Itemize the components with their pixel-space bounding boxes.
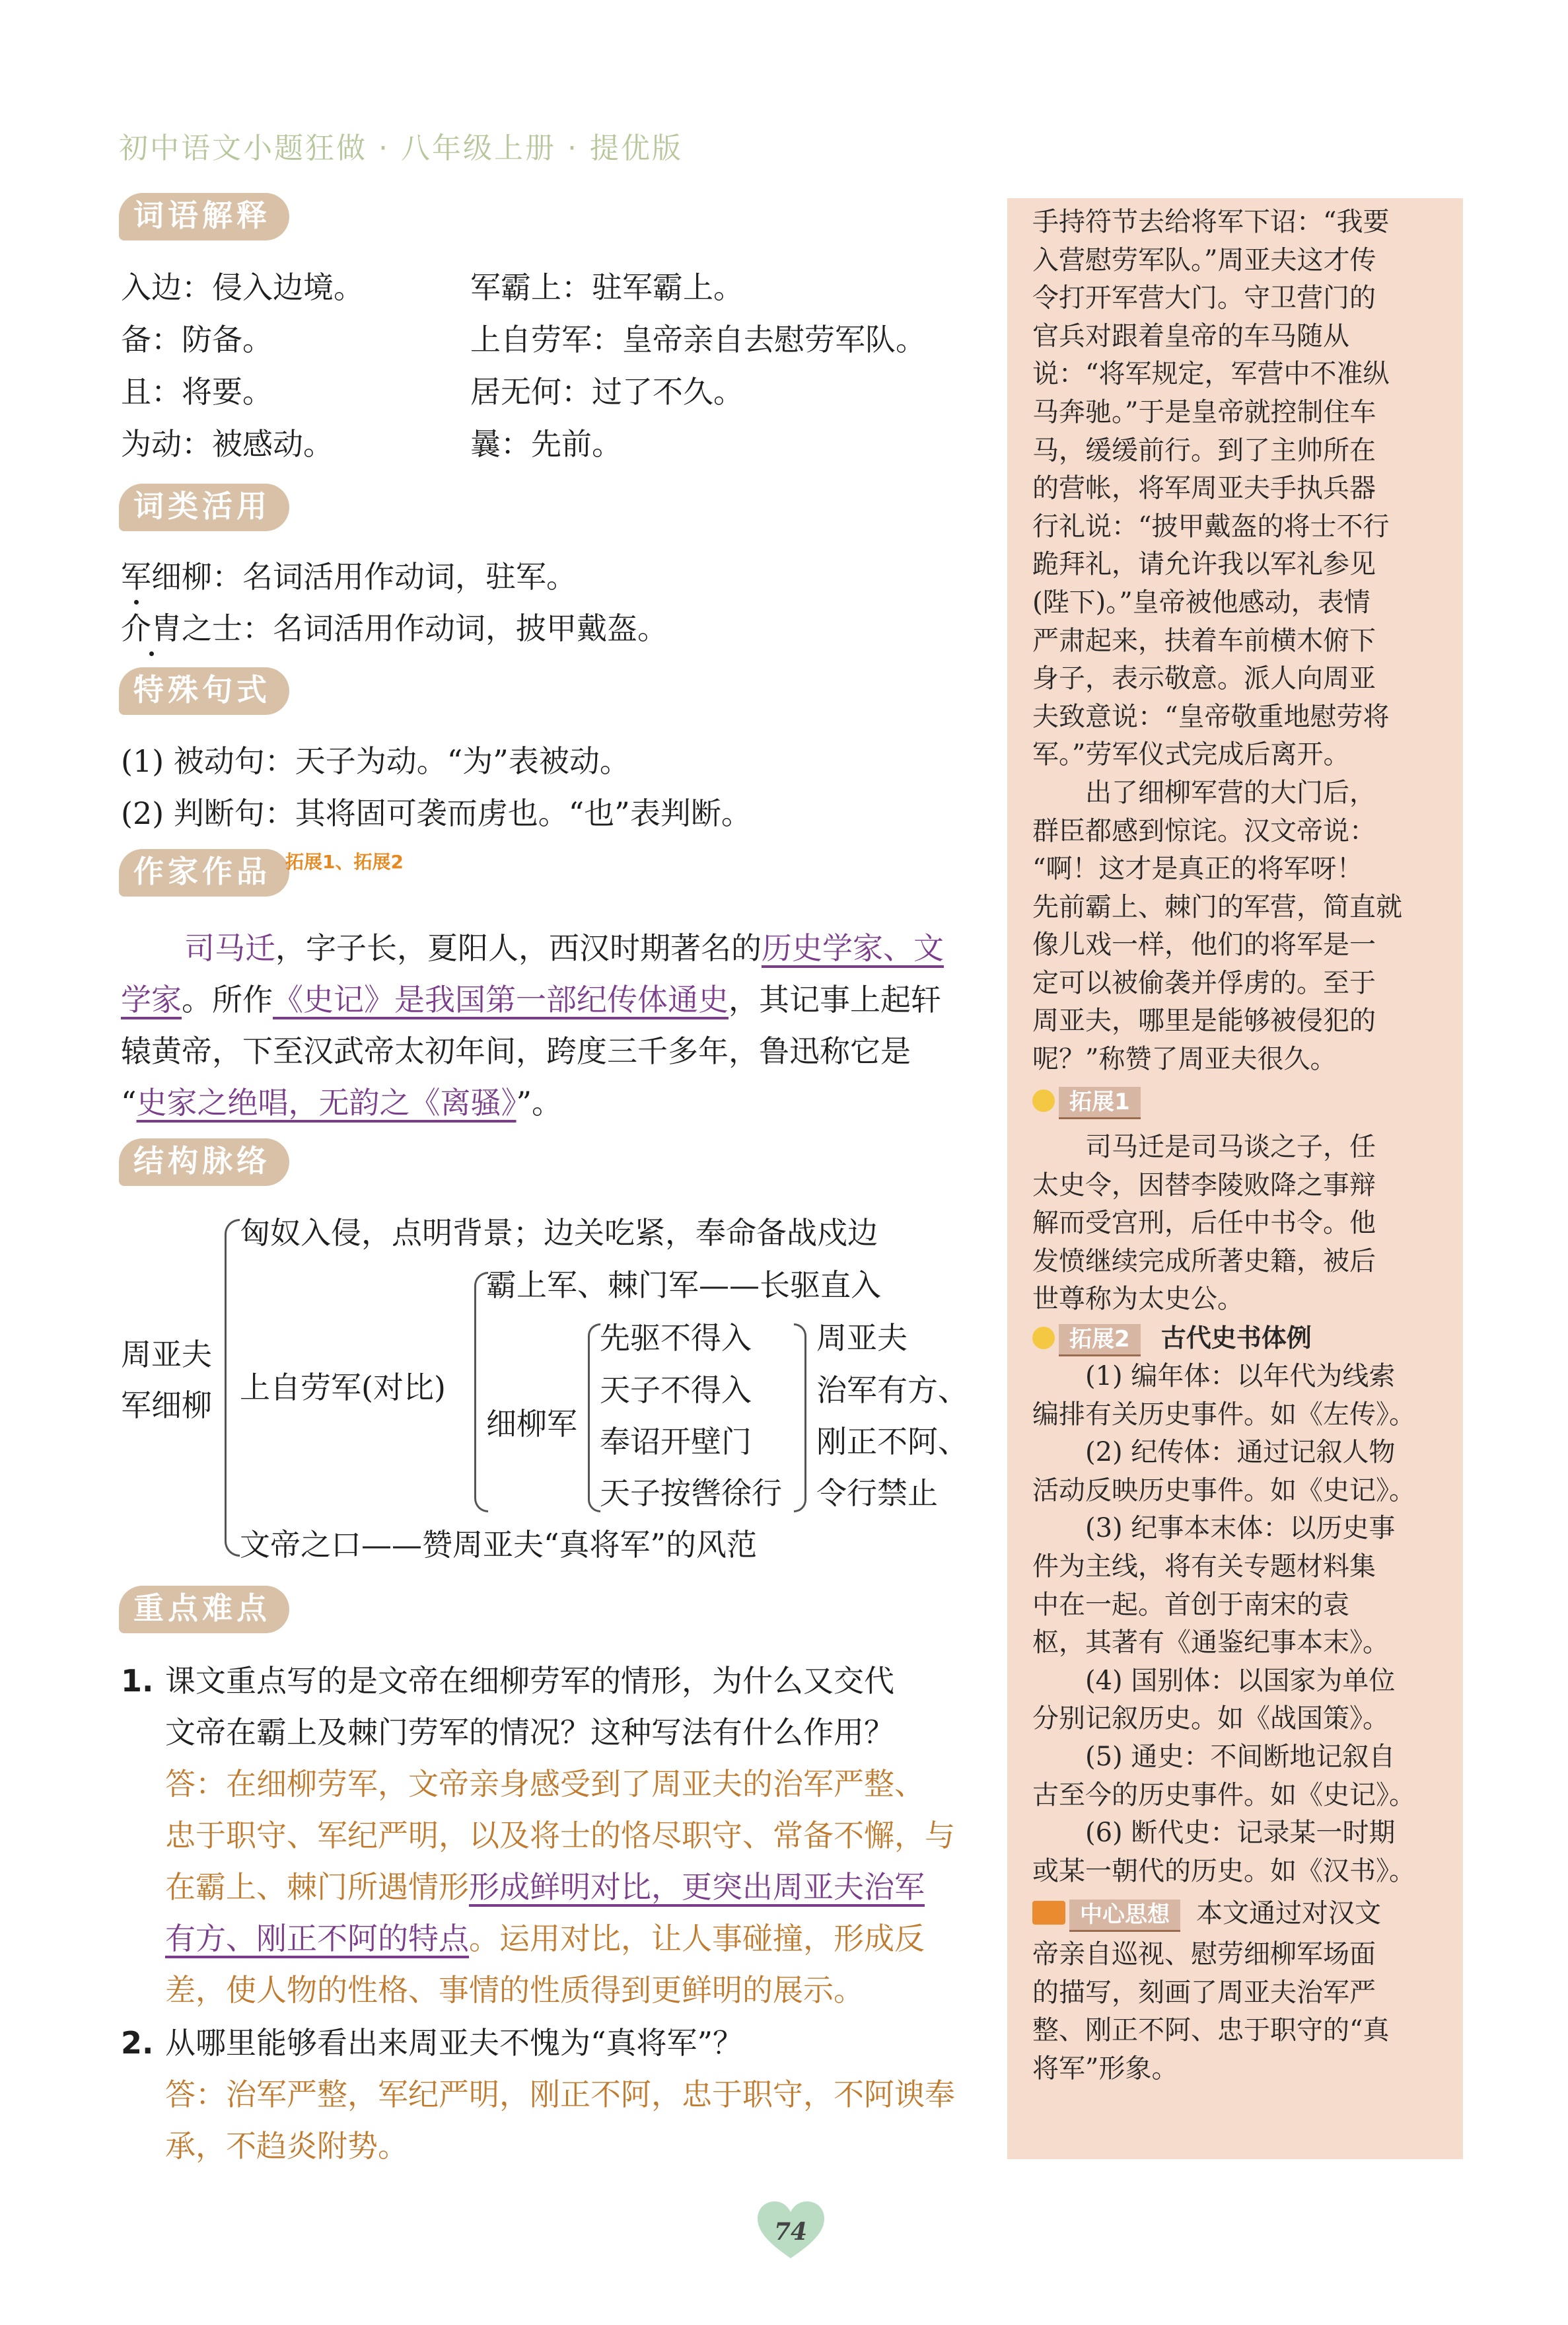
structure-leaf: 天子按辔徐行 (600, 1475, 782, 1511)
lightbulb-icon (1032, 1327, 1055, 1349)
panel-line: 手持符节去给将军下诏：“我要 (1032, 207, 1390, 237)
panel-line: 活动反映历史事件。如《史记》。 (1032, 1475, 1415, 1506)
vocab-item: 上自劳军：皇帝亲自去慰劳军队。 (470, 322, 926, 357)
extension-2-body (1032, 1358, 1415, 1890)
panel-line: 解而受宫刑，后任中书令。他 (1032, 1208, 1376, 1239)
section-tag-sentence: 特殊句式 (119, 667, 289, 715)
structure-branch: 细柳军 (486, 1406, 577, 1442)
side-panel (1007, 198, 1463, 2159)
panel-line: 像儿戏一样，他们的将军是一 (1032, 930, 1376, 961)
structure-branch: 匈奴入侵，点明背景；边关吃紧，奉命备战戍边 (240, 1215, 878, 1251)
panel-line: 将军”形象。 (1032, 2053, 1178, 2084)
panel-line: 帝亲自巡视、慰劳细柳军场面 (1032, 1939, 1376, 1970)
panel-line: (6) 断代史：记录某一时期 (1032, 1818, 1396, 1849)
author-extension-ref: 拓展1、拓展2 (285, 851, 404, 873)
theme-header: 中心思想 本文通过对汉文 (1032, 1895, 1381, 1933)
structure-branch: 霸上军、棘门军——长驱直入 (486, 1267, 881, 1303)
vocab-item: 曩：先前。 (470, 426, 622, 462)
vocab-item: 军霸上：驻军霸上。 (470, 270, 744, 305)
panel-line: 分别记叙历史。如《战国策》。 (1032, 1703, 1389, 1734)
panel-line: (5) 通史：不间断地记叙自 (1032, 1741, 1396, 1772)
question-number: 1. (121, 1663, 154, 1699)
panel-line: 太史令，因替李陵败降之事辩 (1032, 1169, 1376, 1200)
lightbulb-icon (1032, 1089, 1055, 1112)
page-number: 74 (773, 2218, 808, 2246)
answer-text: 答：治军严整，军纪严明，刚正不阿，忠于职守，不阿谀奉 (165, 2077, 955, 2112)
panel-line: 世尊称为太史公。 (1032, 1284, 1244, 1315)
section-tag-wordclass: 词类活用 (119, 484, 289, 531)
answer-text: 在霸上、棘门所遇情形形成鲜明对比，更突出周亚夫治军 (165, 1869, 925, 1905)
vocab-item: 且：将要。 (121, 374, 273, 410)
structure-leaf: 先驱不得入 (600, 1320, 752, 1356)
panel-line: 行礼说：“披甲戴盔的将士不行 (1032, 511, 1390, 542)
panel-line: 马奔驰。”于是皇帝就控制住车 (1032, 396, 1376, 427)
panel-line: (3) 纪事本末体：以历史事 (1032, 1513, 1396, 1544)
panel-line: 身子，表示敬意。派人向周亚 (1032, 663, 1376, 694)
answer-text: 承，不趋炎附势。 (165, 2128, 408, 2164)
panel-line: 周亚夫，哪里是能够被侵犯的 (1032, 1006, 1376, 1037)
section-tag-author: 作家作品 (119, 849, 289, 897)
extension-1-body (1032, 1128, 1376, 1319)
theme-body (1032, 1936, 1389, 2088)
panel-line: 呢？”称赞了周亚夫很久。 (1032, 1044, 1337, 1075)
panel-line: 群臣都感到惊诧。汉文帝说： (1032, 815, 1376, 846)
wordclass-item: 军细柳：名词活用作动词，驻军。 (121, 557, 577, 597)
panel-line: 发愤继续完成所著史籍，被后 (1032, 1245, 1376, 1276)
brace-level1 (225, 1219, 240, 1557)
author-line: 司马迁，字子长，夏阳人，西汉时期著名的历史学家、文 (184, 930, 944, 966)
question-text: 从哪里能够看出来周亚夫不愧为“真将军”？ (165, 2025, 744, 2061)
structure-branch: 文帝之口——赞周亚夫“真将军”的风范 (240, 1527, 758, 1563)
author-line: 学家。所作《史记》是我国第一部纪传体通史，其记事上起轩 (121, 982, 941, 1017)
structure-summary: 令行禁止 (816, 1475, 938, 1511)
author-line: 辕黄帝，下至汉武帝太初年间，跨度三千多年，鲁迅称它是 (121, 1033, 911, 1069)
answer-text: 差，使人物的性格、事情的性质得到更鲜明的展示。 (165, 1972, 864, 2008)
brace-level2 (474, 1272, 488, 1512)
panel-line: (陛下)。”皇帝被他感动，表情 (1032, 587, 1371, 618)
page-number-badge (756, 2200, 826, 2260)
panel-line: 件为主线，将有关专题材料集 (1032, 1551, 1376, 1582)
extension-2-header: 拓展2 古代史书体例 (1032, 1317, 1312, 1356)
panel-line: “啊！这才是真正的将军呀！ (1032, 854, 1363, 885)
structure-branch: 上自劳军(对比) (240, 1370, 446, 1405)
panel-line: (1) 编年体：以年代为线索 (1032, 1361, 1396, 1391)
section-tag-keypoints: 重点难点 (119, 1586, 289, 1633)
question-text: 课文重点写的是文帝在细柳劳军的情形，为什么又交代 (165, 1663, 894, 1699)
section-tag-vocab: 词语解释 (119, 193, 289, 240)
structure-summary: 周亚夫 (816, 1320, 908, 1356)
panel-line: 定可以被偷袭并俘虏的。至于 (1032, 967, 1376, 998)
panel-line: (4) 国别体：以国家为单位 (1032, 1665, 1396, 1696)
panel-line: 出了细柳军营的大门后， (1032, 777, 1376, 808)
answer-text: 有方、刚正不阿的特点。运用对比，让人事碰撞，形成反 (165, 1921, 925, 1956)
panel-line: 夫致意说：“皇帝敬重地慰劳将 (1032, 701, 1390, 732)
panel-line: 整、刚正不阿、忠于职守的“真 (1032, 2015, 1390, 2046)
structure-summary: 刚正不阿、 (816, 1424, 968, 1459)
structure-summary: 治军有方、 (816, 1372, 968, 1408)
panel-line: 或某一朝代的历史。如《汉书》。 (1032, 1855, 1415, 1886)
book-icon (1032, 1901, 1065, 1925)
panel-line: 官兵对跟着皇帝的车马随从 (1032, 320, 1349, 351)
vocab-item: 居无何：过了不久。 (470, 374, 744, 410)
translation-block (1032, 203, 1402, 1079)
panel-line: 枢，其著有《通鉴纪事本末》。 (1032, 1627, 1389, 1658)
panel-line: 入营慰劳军队。”周亚夫这才传 (1032, 244, 1376, 276)
sentence-item: (1) 被动句：天子为动。“为”表被动。 (121, 743, 630, 779)
answer-text: 答：在细柳劳军，文帝亲身感受到了周亚夫的治军严整、 (165, 1766, 925, 1802)
panel-line: 跪拜礼，请允许我以军礼参见 (1032, 549, 1376, 580)
section-tag-structure: 结构脉络 (119, 1138, 289, 1186)
wordclass-item: 介胄之士：名词活用作动词，披甲戴盔。 (121, 609, 668, 648)
question-number: 2. (121, 2025, 154, 2061)
structure-leaf: 天子不得入 (600, 1372, 752, 1408)
answer-text: 忠于职守、军纪严明，以及将士的恪尽职守、常备不懈，与 (165, 1818, 955, 1853)
panel-line: 军。”劳军仪式完成后离开。 (1032, 739, 1350, 770)
panel-line: 的营帐，将军周亚夫手执兵器 (1032, 473, 1376, 504)
panel-line: 说：“将军规定，军营中不准纵 (1032, 359, 1390, 390)
structure-root: 军细柳 (121, 1387, 212, 1423)
panel-line: 编排有关历史事件。如《左传》。 (1032, 1399, 1415, 1430)
panel-line: 先前霸上、棘门的军营，简直就 (1032, 891, 1402, 922)
structure-leaf: 奉诏开壁门 (600, 1424, 752, 1459)
vocab-item: 备：防备。 (121, 322, 273, 357)
extension-1-header: 拓展1 (1032, 1087, 1141, 1119)
vocab-item: 为动：被感动。 (121, 426, 334, 462)
panel-line: 的描写，刻画了周亚夫治军严 (1032, 1977, 1376, 2008)
structure-root: 周亚夫 (121, 1337, 212, 1372)
question-text: 文帝在霸上及棘门劳军的情况？这种写法有什么作用？ (165, 1715, 894, 1750)
brace-right (794, 1323, 806, 1512)
author-line: “史家之绝唱，无韵之《离骚》”。 (121, 1085, 563, 1121)
brace-level3 (588, 1323, 600, 1512)
panel-line: 司马迁是司马谈之子，任 (1032, 1132, 1376, 1162)
running-head: 初中语文小题狂做 · 八年级上册 · 提优版 (119, 131, 683, 165)
panel-line: 马，缓缓前行。到了主帅所在 (1032, 435, 1376, 466)
sentence-item: (2) 判断句：其将固可袭而虏也。“也”表判断。 (121, 795, 752, 831)
panel-line: (2) 纪传体：通过记叙人物 (1032, 1437, 1396, 1468)
panel-line: 令打开军营大门。守卫营门的 (1032, 283, 1376, 314)
vocab-item: 入边：侵入边境。 (121, 270, 364, 305)
panel-line: 古至今的历史事件。如《史记》。 (1032, 1779, 1415, 1810)
panel-line: 中在一起。首创于南宋的袁 (1032, 1589, 1349, 1620)
extension-2-title: 古代史书体例 (1160, 1323, 1312, 1352)
panel-line: 严肃起来，扶着车前横木俯下 (1032, 625, 1376, 656)
